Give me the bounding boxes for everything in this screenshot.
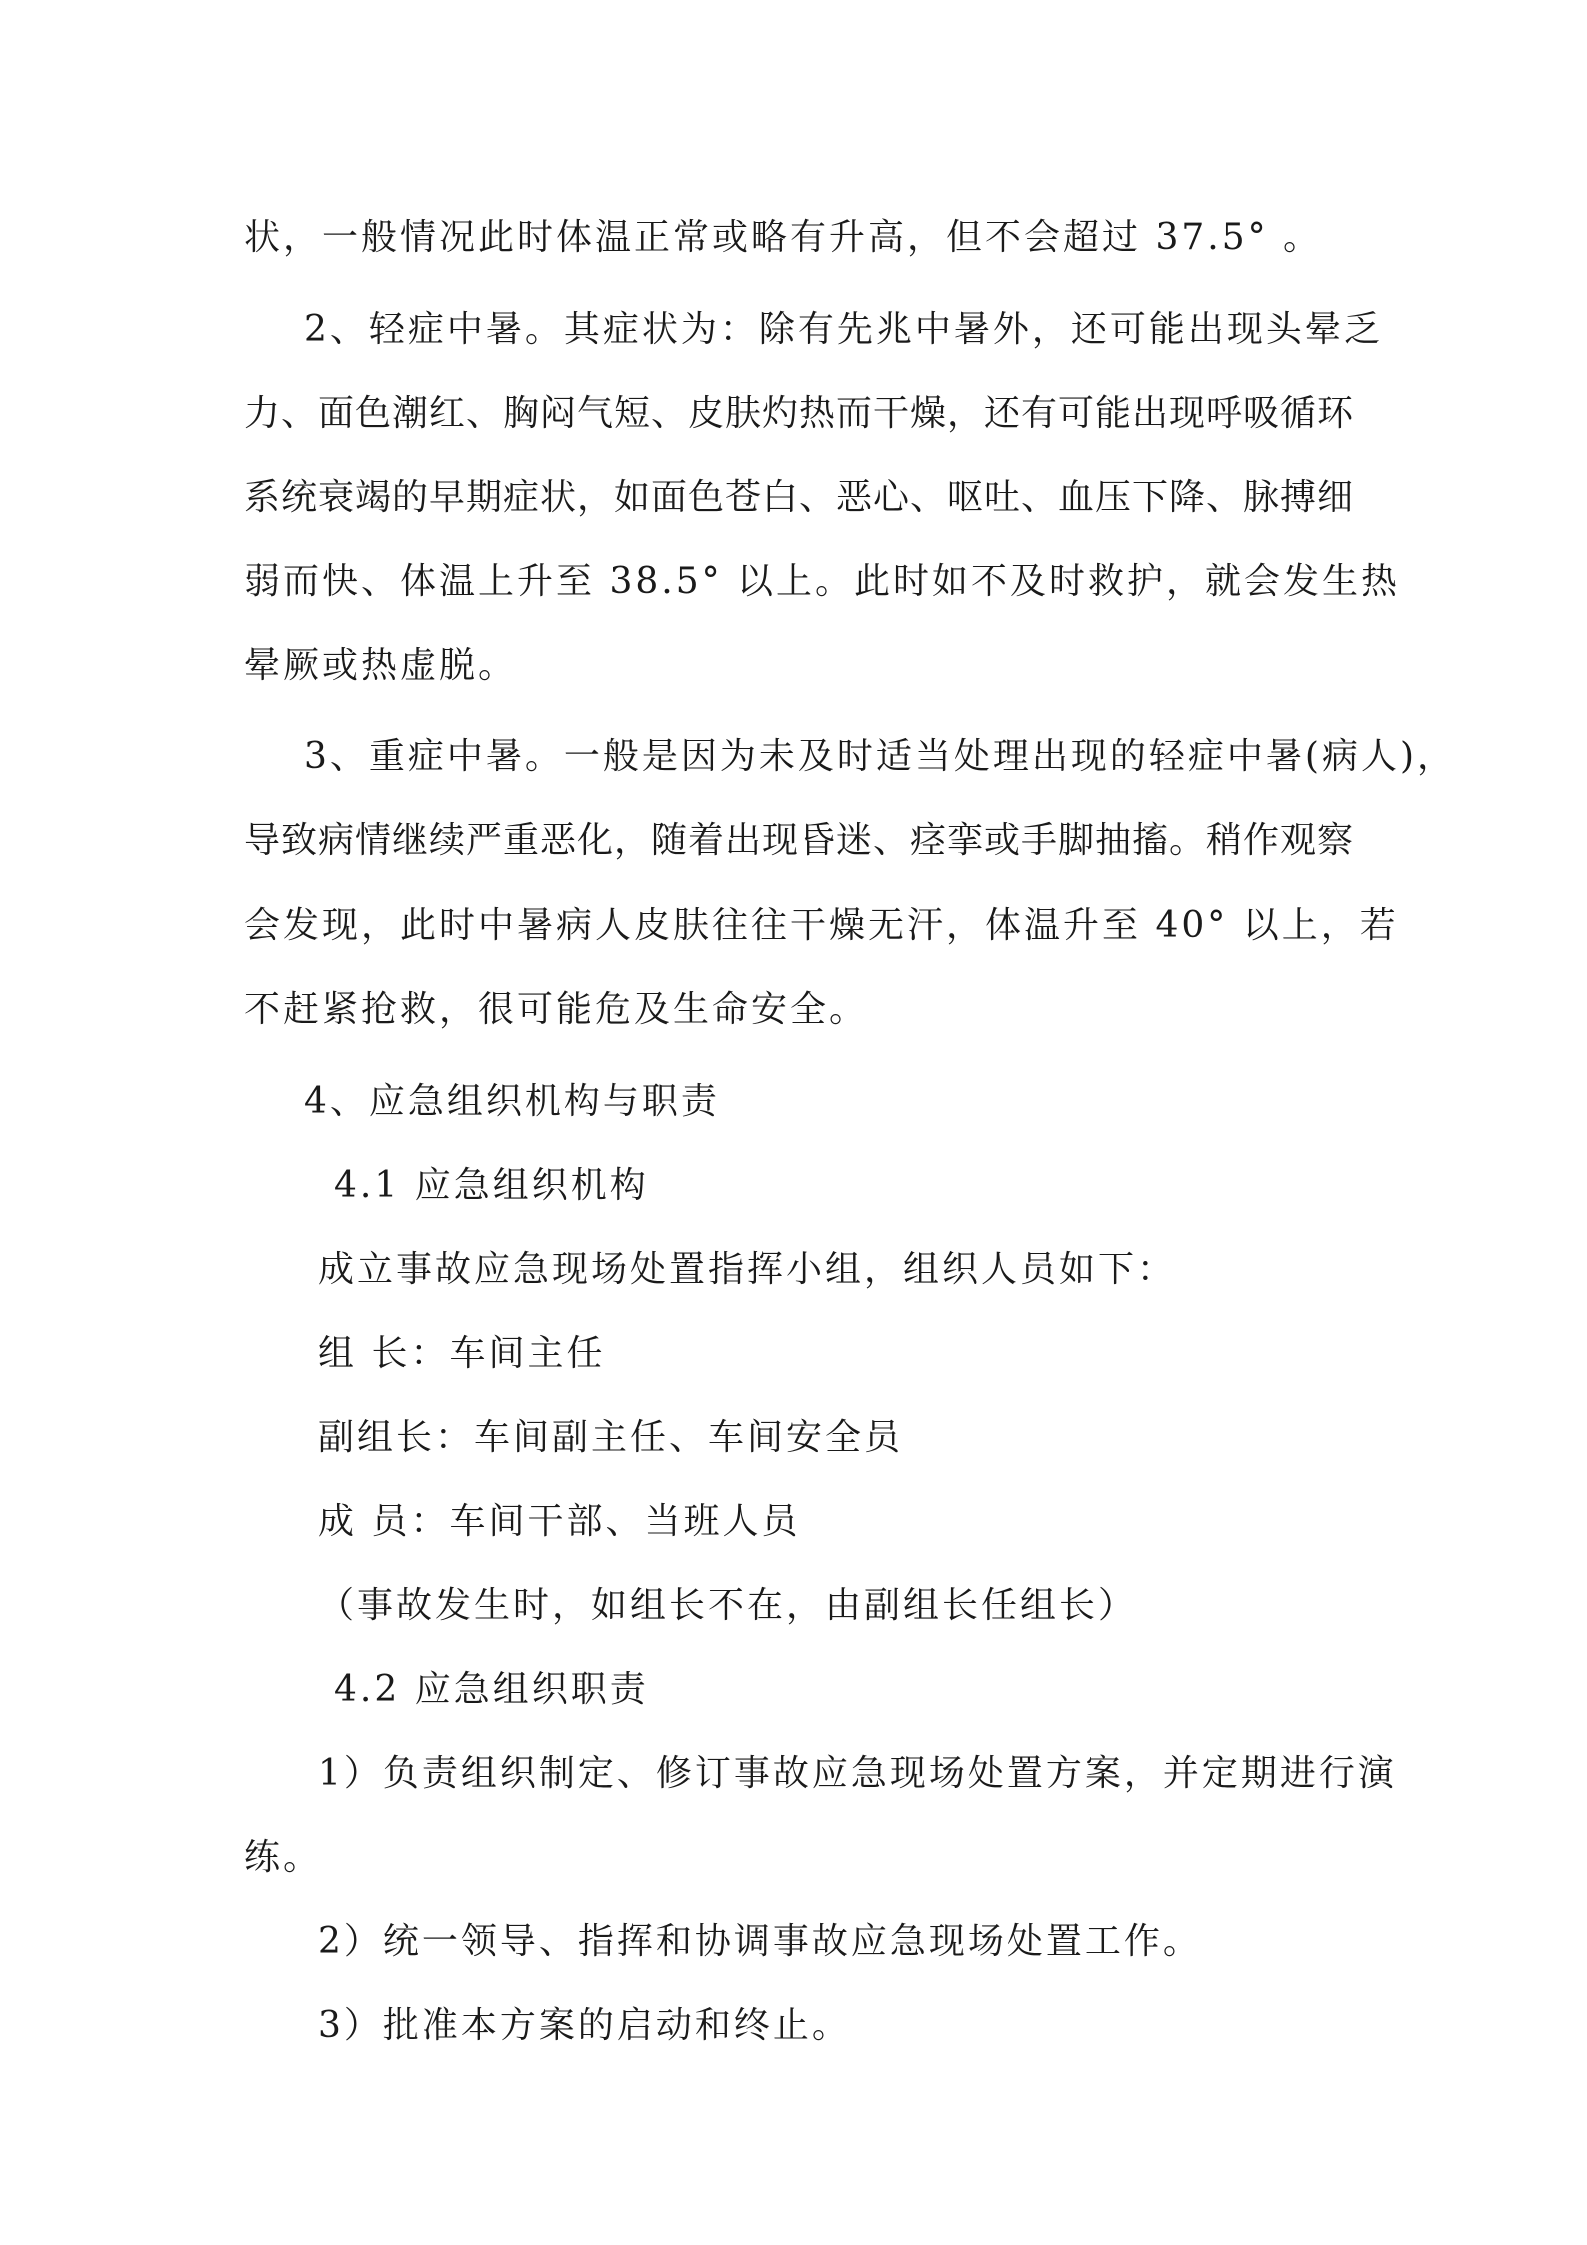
- paragraph-line: （事故发生时，如组长不在，由副组长任组长）: [318, 1585, 1138, 1626]
- paragraph-line: 晕厥或热虚脱。: [244, 645, 518, 686]
- paragraph-line: 弱而快、体温上升至 38.5° 以上。此时如不及时救护，就会发生热: [244, 561, 1401, 602]
- subsection-heading: 4.1 应急组织机构: [334, 1165, 649, 1206]
- paragraph-line: 3、重症中暑。一般是因为未及时适当处理出现的轻症中暑(病人)，: [304, 736, 1456, 777]
- list-item: 2）统一领导、指挥和协调事故应急现场处置工作。: [318, 1921, 1202, 1962]
- paragraph-line: 2、轻症中暑。其症状为：除有先兆中暑外，还可能出现头晕乏: [304, 309, 1383, 350]
- paragraph-line: 成立事故应急现场处置指挥小组，组织人员如下：: [318, 1249, 1177, 1290]
- paragraph-line: 不赶紧抢救，很可能危及生命安全。: [244, 989, 869, 1030]
- paragraph-line: 系统衰竭的早期症状，如面色苍白、恶心、呕吐、血压下降、脉搏细: [244, 477, 1355, 518]
- paragraph-line: 状，一般情况此时体温正常或略有升高，但不会超过 37.5° 。: [244, 217, 1323, 258]
- list-item: 成 员：车间干部、当班人员: [318, 1501, 801, 1542]
- paragraph-line: 会发现，此时中暑病人皮肤往往干燥无汗，体温升至 40° 以上，若: [244, 905, 1399, 946]
- subsection-heading: 4.2 应急组织职责: [334, 1669, 649, 1710]
- list-item: 3）批准本方案的启动和终止。: [318, 2005, 851, 2046]
- paragraph-line: 力、面色潮红、胸闷气短、皮肤灼热而干燥，还有可能出现呼吸循环: [244, 393, 1355, 434]
- section-heading: 4、应急组织机构与职责: [304, 1081, 720, 1122]
- paragraph-line: 导致病情继续严重恶化，随着出现昏迷、痉挛或手脚抽搐。稍作观察: [244, 820, 1355, 861]
- list-item: 组 长：车间主任: [318, 1333, 606, 1374]
- list-item: 副组长：车间副主任、车间安全员: [318, 1417, 904, 1458]
- list-item: 1）负责组织制定、修订事故应急现场处置方案，并定期进行演: [318, 1753, 1397, 1794]
- paragraph-line: 练。: [244, 1837, 323, 1878]
